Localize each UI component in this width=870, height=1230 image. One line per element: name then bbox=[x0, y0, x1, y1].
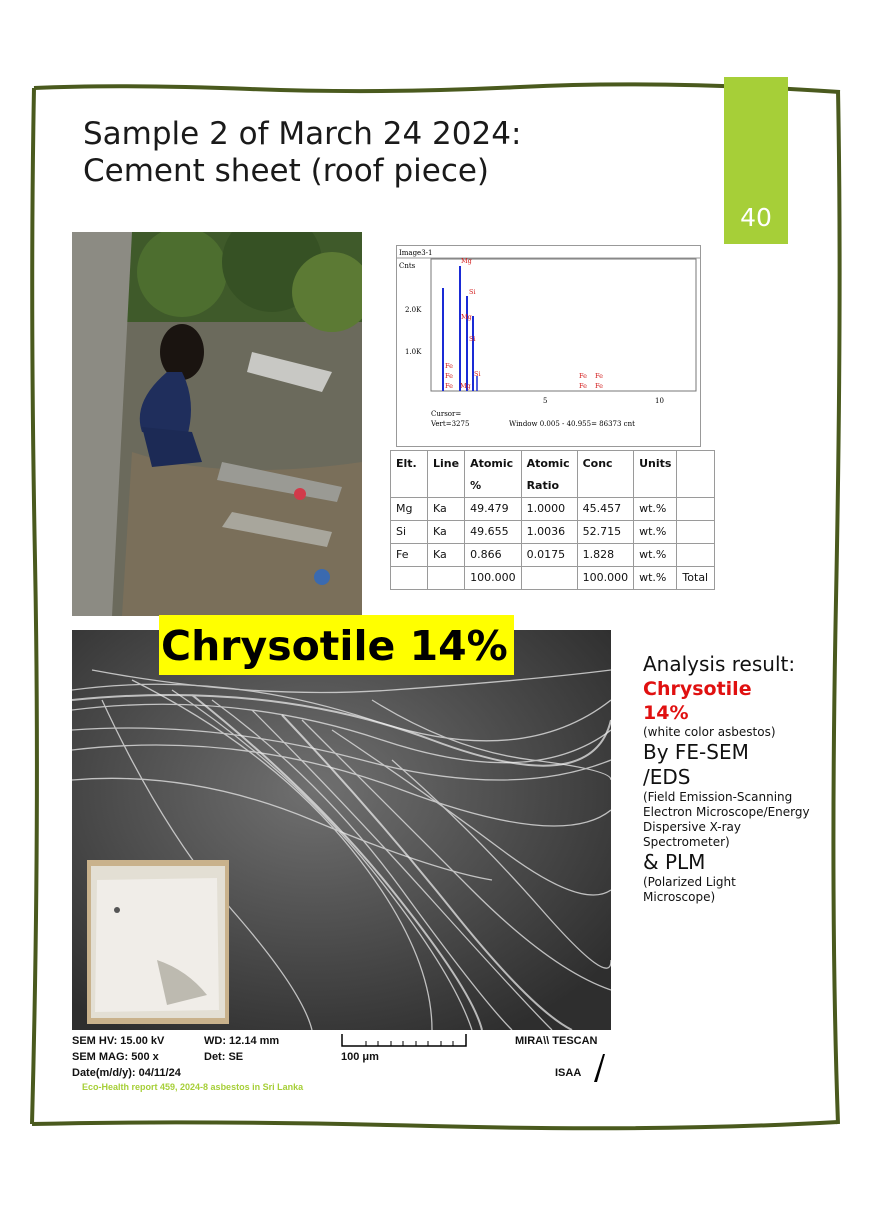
cell: 1.828 bbox=[577, 544, 634, 567]
method-line-1: By FE-SEM bbox=[643, 740, 749, 764]
isaa-logo: ISAA bbox=[555, 1067, 582, 1079]
table-row bbox=[391, 498, 715, 521]
cell: 100.000 bbox=[465, 567, 522, 590]
cell bbox=[521, 567, 577, 590]
sample-bag-photo bbox=[87, 860, 229, 1024]
cell bbox=[428, 567, 465, 590]
cell: 0.866 bbox=[465, 544, 522, 567]
cell: wt.% bbox=[634, 544, 677, 567]
title-line-2: Cement sheet (roof piece) bbox=[83, 153, 490, 189]
result-line-1: Chrysotile bbox=[643, 678, 752, 700]
footer-note: Eco-Health report 459, 2024-8 asbestos in Sri Lanka bbox=[82, 1082, 304, 1092]
cell: Ka bbox=[428, 521, 465, 544]
header-line: Line bbox=[428, 451, 465, 498]
x-tick-10: 10 bbox=[655, 397, 664, 405]
peak-label-fe-3: Fe bbox=[445, 382, 454, 390]
cell: Total bbox=[677, 567, 715, 590]
banner-text: Chrysotile 14% bbox=[161, 622, 508, 670]
sem-info-bar bbox=[72, 1030, 611, 1084]
header-conc: Conc bbox=[577, 451, 634, 498]
sem-mag: SEM MAG: 500 x bbox=[72, 1051, 159, 1063]
isaa-logo-mark bbox=[591, 1054, 606, 1082]
spectrum-window-title: Image3-1 bbox=[399, 249, 433, 257]
cell bbox=[391, 567, 428, 590]
x-tick-5: 5 bbox=[543, 397, 548, 405]
sem-det: Det: SE bbox=[204, 1051, 244, 1063]
result-line-2: 14% bbox=[643, 702, 689, 724]
peak-label-fe-5: Fe bbox=[595, 372, 604, 380]
cell: Si bbox=[391, 521, 428, 544]
header-blank bbox=[677, 451, 715, 498]
peak-label-fe-6: Fe bbox=[579, 382, 588, 390]
cell: 45.457 bbox=[577, 498, 634, 521]
analysis-label: Analysis result: bbox=[643, 652, 796, 676]
cursor-label: Cursor= bbox=[431, 410, 462, 418]
peak-label-mg-1: Mg bbox=[461, 257, 472, 265]
cell: wt.% bbox=[634, 498, 677, 521]
header-elt: Elt. bbox=[391, 451, 428, 498]
cell: Mg bbox=[391, 498, 428, 521]
table-row bbox=[391, 544, 715, 567]
cell: Ka bbox=[428, 544, 465, 567]
cell: Fe bbox=[391, 544, 428, 567]
sem-wd: WD: 12.14 mm bbox=[204, 1035, 280, 1047]
cell bbox=[677, 498, 715, 521]
y-tick-2k: 2.0K bbox=[405, 306, 422, 314]
cell: wt.% bbox=[634, 567, 677, 590]
method-line-2: /EDS bbox=[643, 765, 691, 789]
eds-table bbox=[390, 450, 715, 590]
title-line-1: Sample 2 of March 24 2024: bbox=[83, 116, 522, 152]
cell: 49.655 bbox=[465, 521, 522, 544]
peak-label-fe-1: Fe bbox=[445, 362, 454, 370]
cell bbox=[677, 521, 715, 544]
plm-note: (Polarized Light Microscope) bbox=[643, 875, 736, 904]
field-photo bbox=[72, 232, 362, 616]
analysis-sidebar bbox=[643, 652, 833, 905]
page-title bbox=[83, 116, 521, 190]
peak-label-fe-7: Fe bbox=[595, 382, 604, 390]
cell: 100.000 bbox=[577, 567, 634, 590]
peak-label-mg-3: Mg bbox=[460, 382, 471, 390]
cell: 0.0175 bbox=[521, 544, 577, 567]
peak-label-fe-4: Fe bbox=[579, 372, 588, 380]
cell: 49.479 bbox=[465, 498, 522, 521]
window-label: Window 0.005 - 40.955= 86373 cnt bbox=[509, 420, 635, 428]
peak-label-mg-2: Mg bbox=[461, 313, 472, 321]
plm-label: & PLM bbox=[643, 850, 706, 874]
sem-hv: SEM HV: 15.00 kV bbox=[72, 1035, 165, 1047]
sem-date: Date(m/d/y): 04/11/24 bbox=[72, 1067, 181, 1079]
eds-spectrum bbox=[396, 245, 701, 447]
table-header-row bbox=[391, 451, 715, 498]
table-row bbox=[391, 521, 715, 544]
peak-label-si-3: Si bbox=[474, 370, 481, 378]
y-tick-1k: 1.0K bbox=[405, 348, 422, 356]
result-banner bbox=[159, 615, 514, 675]
cell: 1.0036 bbox=[521, 521, 577, 544]
cell: 52.715 bbox=[577, 521, 634, 544]
peak-label-fe-2: Fe bbox=[445, 372, 454, 380]
vert-label: Vert=3275 bbox=[431, 420, 470, 428]
header-atomic-pct: Atomic % bbox=[465, 451, 522, 498]
sem-brand: MIRA\\ TESCAN bbox=[515, 1035, 598, 1047]
cell bbox=[677, 544, 715, 567]
result-note: (white color asbestos) bbox=[643, 725, 776, 739]
header-atomic-ratio: Atomic Ratio bbox=[521, 451, 577, 498]
peak-label-si-1: Si bbox=[469, 288, 476, 296]
spectrum-y-unit: Cnts bbox=[399, 262, 416, 270]
peak-label-si-2: Si bbox=[469, 335, 476, 343]
method-note: (Field Emission-Scanning Electron Microscope/Energy Dispersive X-ray Spectrometer) bbox=[643, 790, 810, 849]
header-units: Units bbox=[634, 451, 677, 498]
page-number: 40 bbox=[740, 203, 772, 232]
scale-label: 100 μm bbox=[341, 1051, 379, 1063]
scale-bar bbox=[341, 1034, 467, 1048]
cell: Ka bbox=[428, 498, 465, 521]
table-row bbox=[391, 567, 715, 590]
cell: wt.% bbox=[634, 521, 677, 544]
cell: 1.0000 bbox=[521, 498, 577, 521]
